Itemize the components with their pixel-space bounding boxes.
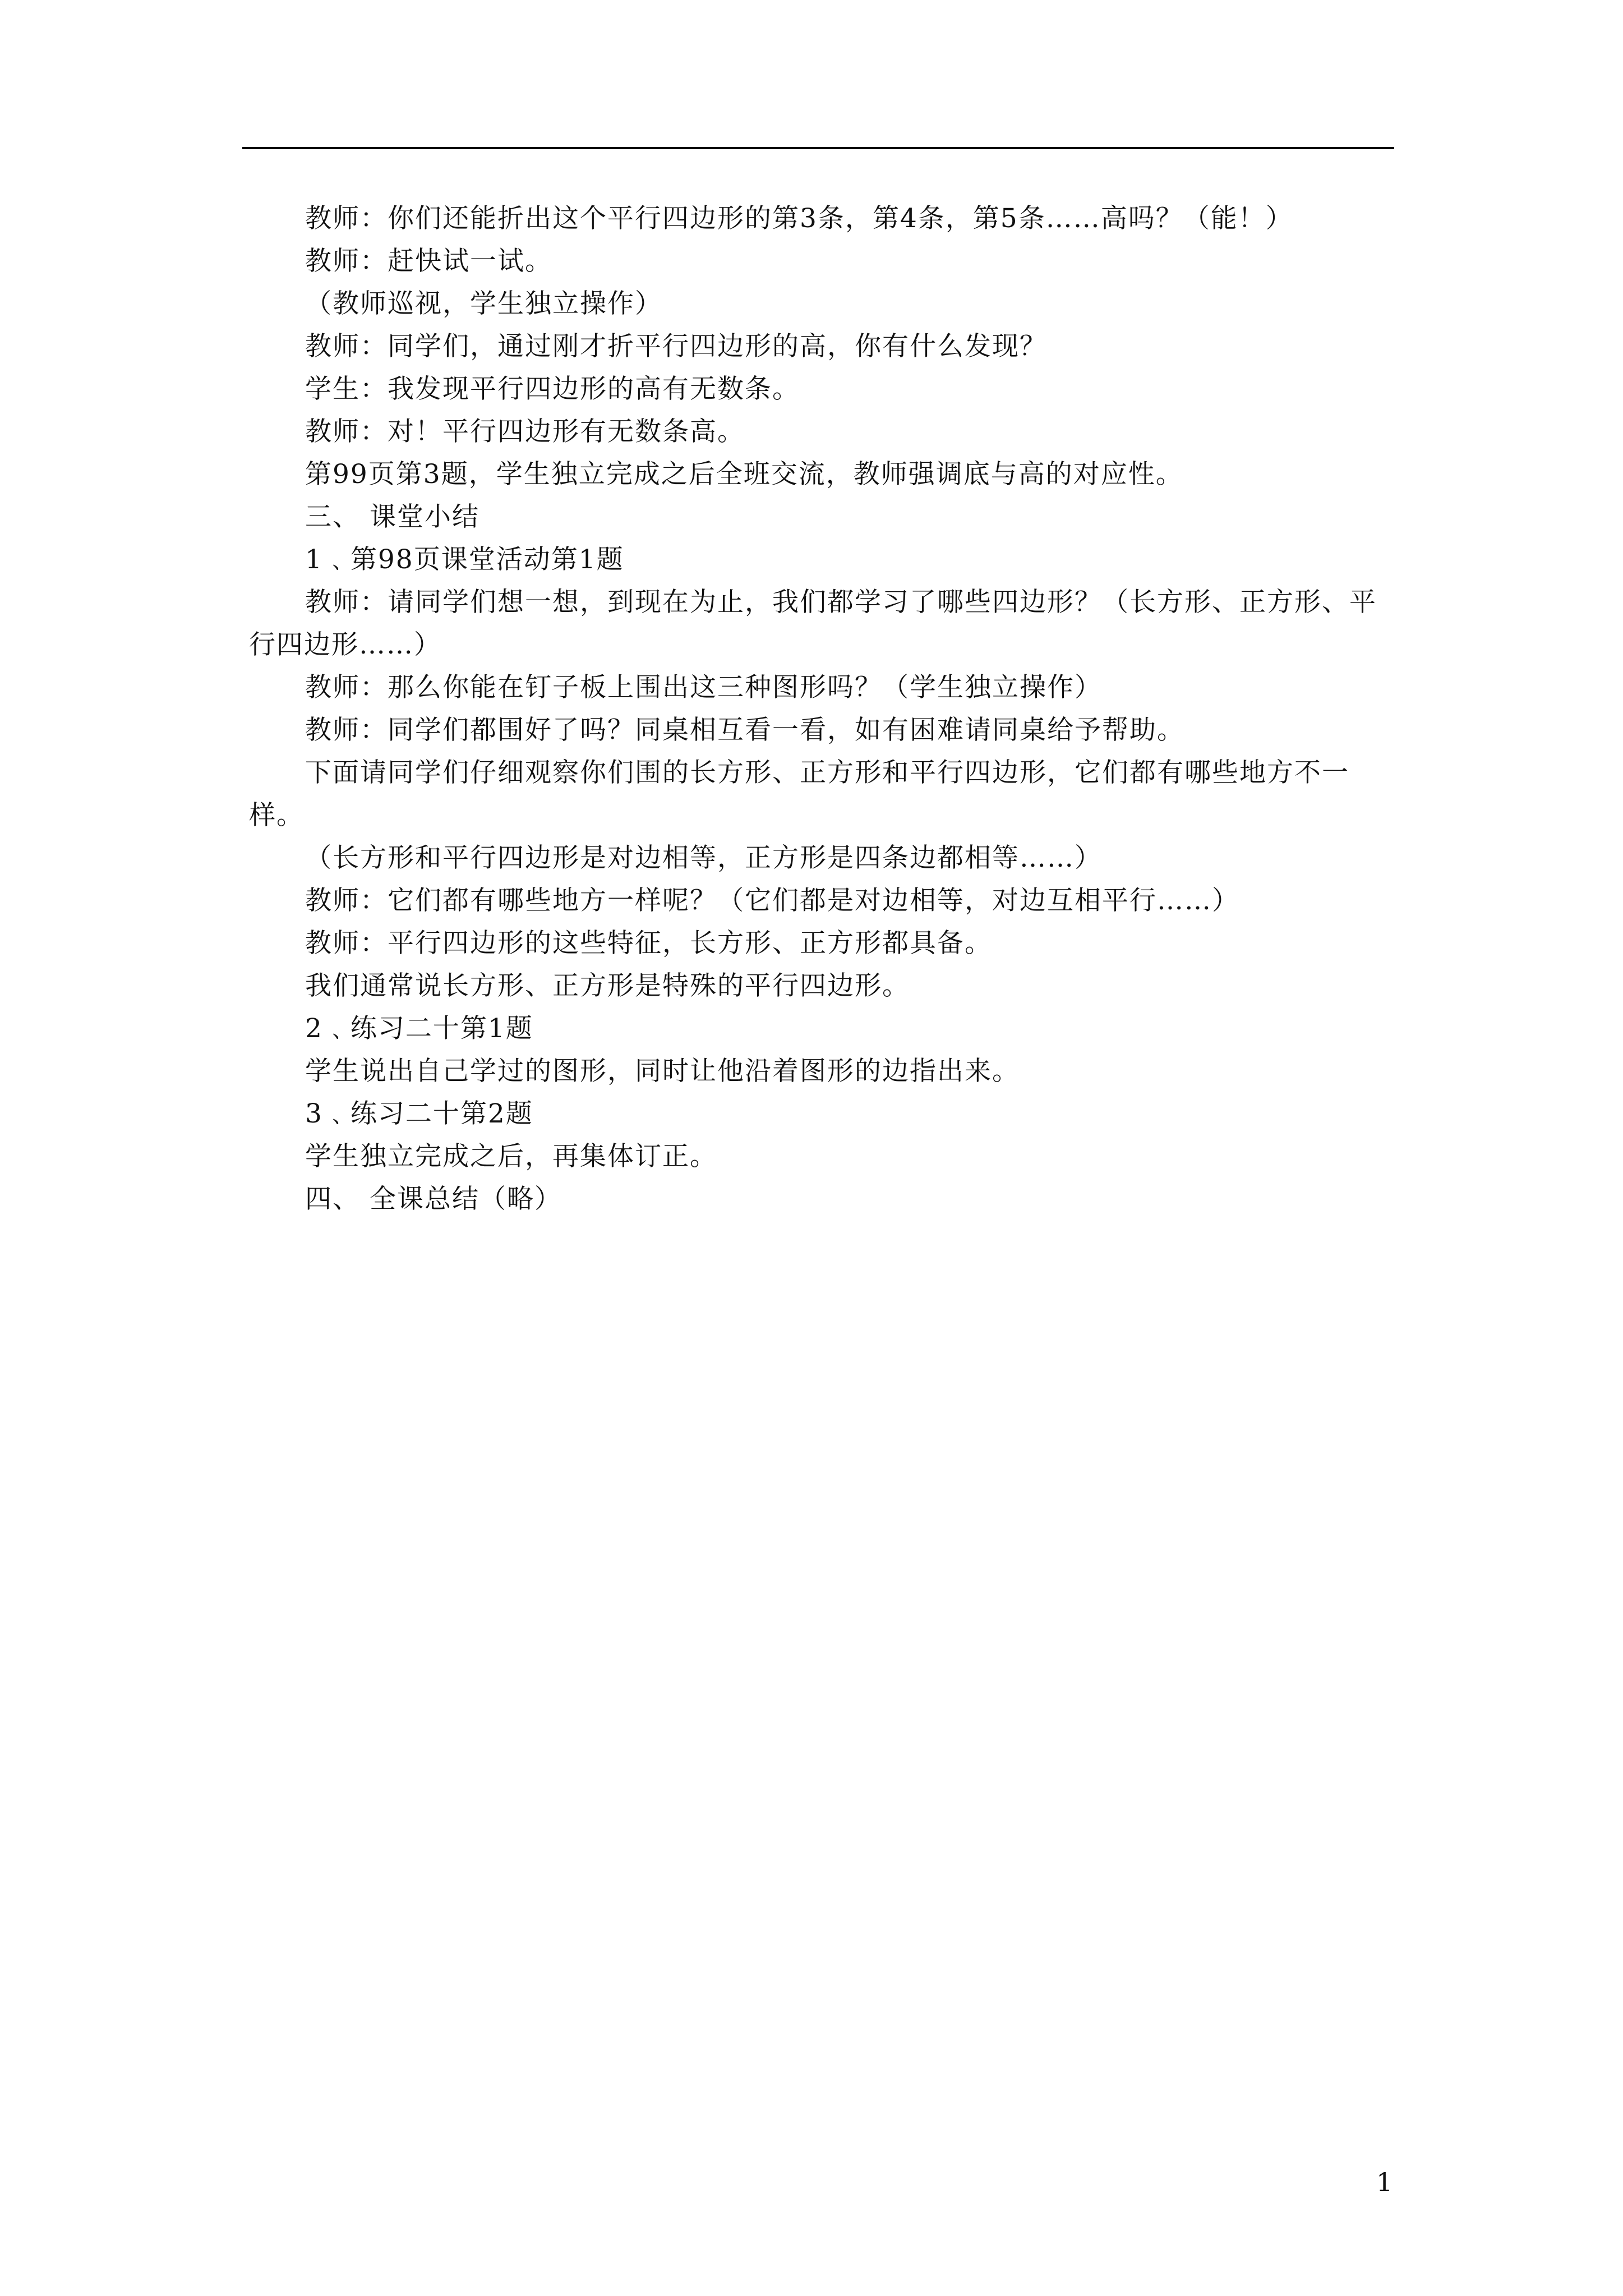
paragraph: 教师：同学们，通过刚才折平行四边形的高，你有什么发现？ [305,331,1047,362]
paragraph: （教师巡视，学生独立操作） [305,288,662,319]
paragraph: 教师：它们都有哪些地方一样呢？（它们都是对边相等，对边互相平行……） [305,885,1239,916]
paragraph: 第99页第3题，学生独立完成之后全班交流，教师强调底与高的对应性。 [305,459,1183,490]
paragraph: 下面请同学们仔细观察你们围的长方形、正方形和平行四边形，它们都有哪些地方不一样。 [249,757,1349,831]
document-body [249,197,1393,1221]
paragraph: 教师：那么你能在钉子板上围出这三种图形吗？（学生独立操作） [305,672,1102,703]
paragraph: （长方形和平行四边形是对边相等，正方形是四条边都相等……） [305,843,1102,873]
subsection-heading: 2﹑练习二十第1题 [305,1013,533,1044]
paragraph: 我们通常说长方形、正方形是特殊的平行四边形。 [305,970,910,1001]
subsection-heading: 3﹑练习二十第2题 [305,1098,533,1129]
header-rule [242,147,1394,149]
paragraph: 学生说出自己学过的图形，同时让他沿着图形的边指出来。 [305,1056,1020,1087]
subsection-heading: 1﹑第98页课堂活动第1题 [305,544,624,575]
paragraph: 教师：同学们都围好了吗？同桌相互看一看，如有困难请同桌给予帮助。 [305,715,1184,746]
paragraph: 教师：赶快试一试。 [305,246,552,277]
paragraph: 教师：平行四边形的这些特征，长方形、正方形都具备。 [305,928,992,959]
paragraph: 学生独立完成之后，再集体订正。 [305,1141,717,1172]
section-heading: 四、 全课总结（略） [305,1184,562,1214]
paragraph: 教师：对！平行四边形有无数条高。 [305,416,745,447]
paragraph: 教师：请同学们想一想，到现在为止，我们都学习了哪些四边形？（长方形、正方形、平行四边形……） [249,587,1377,660]
paragraph: 教师：你们还能折出这个平行四边形的第3条，第4条，第5条……高吗？（能！） [305,203,1293,234]
paragraph: 学生：我发现平行四边形的高有无数条。 [305,374,800,404]
page-number: 1 [1376,2167,1393,2197]
section-heading: 三、 课堂小结 [305,501,479,532]
